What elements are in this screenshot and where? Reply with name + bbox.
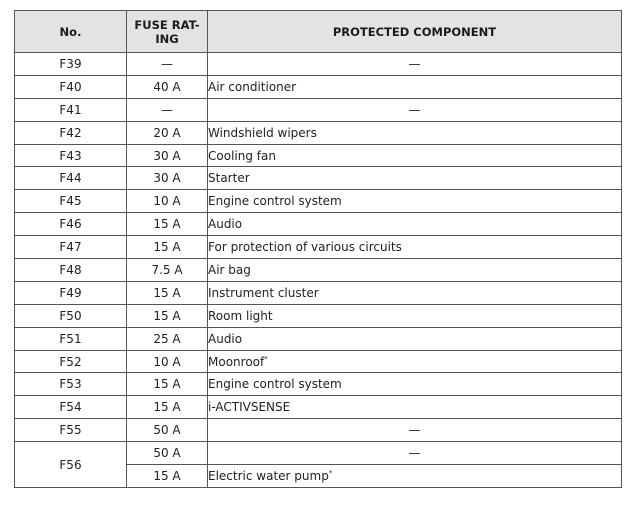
protected-component: — <box>208 53 622 76</box>
option-asterisk: * <box>328 468 333 477</box>
fuse-rating: 50 A <box>127 419 208 442</box>
fuse-number: F39 <box>15 53 127 76</box>
protected-component: Audio <box>208 213 622 236</box>
table-row <box>15 98 622 121</box>
protected-component: Windshield wipers <box>208 121 622 144</box>
table-row <box>15 121 622 144</box>
fuse-rating: 15 A <box>127 465 208 488</box>
fuse-number: F52 <box>15 350 127 373</box>
header-rating-line2: ING <box>155 31 179 46</box>
table-row <box>15 190 622 213</box>
fuse-number: F47 <box>15 236 127 259</box>
fuse-rating: 15 A <box>127 373 208 396</box>
fuse-number: F41 <box>15 98 127 121</box>
fuse-number: F46 <box>15 213 127 236</box>
fuse-rating: 50 A <box>127 442 208 465</box>
table-row <box>15 259 622 282</box>
header-row <box>15 11 622 53</box>
protected-component: Room light <box>208 304 622 327</box>
component-text: Electric water pump <box>208 468 329 483</box>
table-row <box>15 53 622 76</box>
fuse-number: F56 <box>15 442 127 488</box>
fuse-number: F48 <box>15 259 127 282</box>
header-protected-component: PROTECTED COMPONENT <box>208 11 622 53</box>
fuse-number: F44 <box>15 167 127 190</box>
fuse-table <box>14 10 622 488</box>
protected-component: Audio <box>208 327 622 350</box>
table-row <box>15 373 622 396</box>
fuse-number: F49 <box>15 281 127 304</box>
protected-component: Starter <box>208 167 622 190</box>
header-rating-line1: FUSE RAT- <box>134 17 200 32</box>
table-row <box>15 144 622 167</box>
protected-component: Engine control system <box>208 373 622 396</box>
fuse-rating: 7.5 A <box>127 259 208 282</box>
table-row <box>15 167 622 190</box>
fuse-rating: 15 A <box>127 304 208 327</box>
fuse-number: F51 <box>15 327 127 350</box>
fuse-rating: 15 A <box>127 281 208 304</box>
fuse-number: F54 <box>15 396 127 419</box>
protected-component <box>208 465 622 488</box>
fuse-rating: 30 A <box>127 167 208 190</box>
fuse-rating: 20 A <box>127 121 208 144</box>
fuse-number: F43 <box>15 144 127 167</box>
fuse-rating: — <box>127 98 208 121</box>
protected-component: For protection of various circuits <box>208 236 622 259</box>
protected-component: Air bag <box>208 259 622 282</box>
fuse-number: F55 <box>15 419 127 442</box>
protected-component: i-ACTIVSENSE <box>208 396 622 419</box>
header-no: No. <box>15 11 127 53</box>
protected-component: Cooling fan <box>208 144 622 167</box>
fuse-number: F42 <box>15 121 127 144</box>
table-row <box>15 75 622 98</box>
fuse-rating: 10 A <box>127 190 208 213</box>
fuse-rating: 15 A <box>127 213 208 236</box>
protected-component: — <box>208 442 622 465</box>
table-row <box>15 281 622 304</box>
table-row <box>15 327 622 350</box>
protected-component: — <box>208 98 622 121</box>
table-row <box>15 419 622 442</box>
protected-component: Engine control system <box>208 190 622 213</box>
table-row <box>15 213 622 236</box>
component-text: Moonroof <box>208 354 265 369</box>
fuse-number: F53 <box>15 373 127 396</box>
table-row <box>15 350 622 373</box>
fuse-rating: 40 A <box>127 75 208 98</box>
fuse-number: F45 <box>15 190 127 213</box>
fuse-rating: — <box>127 53 208 76</box>
protected-component <box>208 350 622 373</box>
header-fuse-rating <box>127 11 208 53</box>
option-asterisk: * <box>264 354 268 363</box>
table-row <box>15 236 622 259</box>
fuse-number: F40 <box>15 75 127 98</box>
fuse-rating: 25 A <box>127 327 208 350</box>
fuse-rating: 30 A <box>127 144 208 167</box>
protected-component: — <box>208 419 622 442</box>
table-row <box>15 304 622 327</box>
fuse-rating: 10 A <box>127 350 208 373</box>
protected-component: Instrument cluster <box>208 281 622 304</box>
protected-component: Air conditioner <box>208 75 622 98</box>
fuse-rating: 15 A <box>127 236 208 259</box>
fuse-rating: 15 A <box>127 396 208 419</box>
table-row <box>15 442 622 465</box>
table-row <box>15 396 622 419</box>
fuse-number: F50 <box>15 304 127 327</box>
